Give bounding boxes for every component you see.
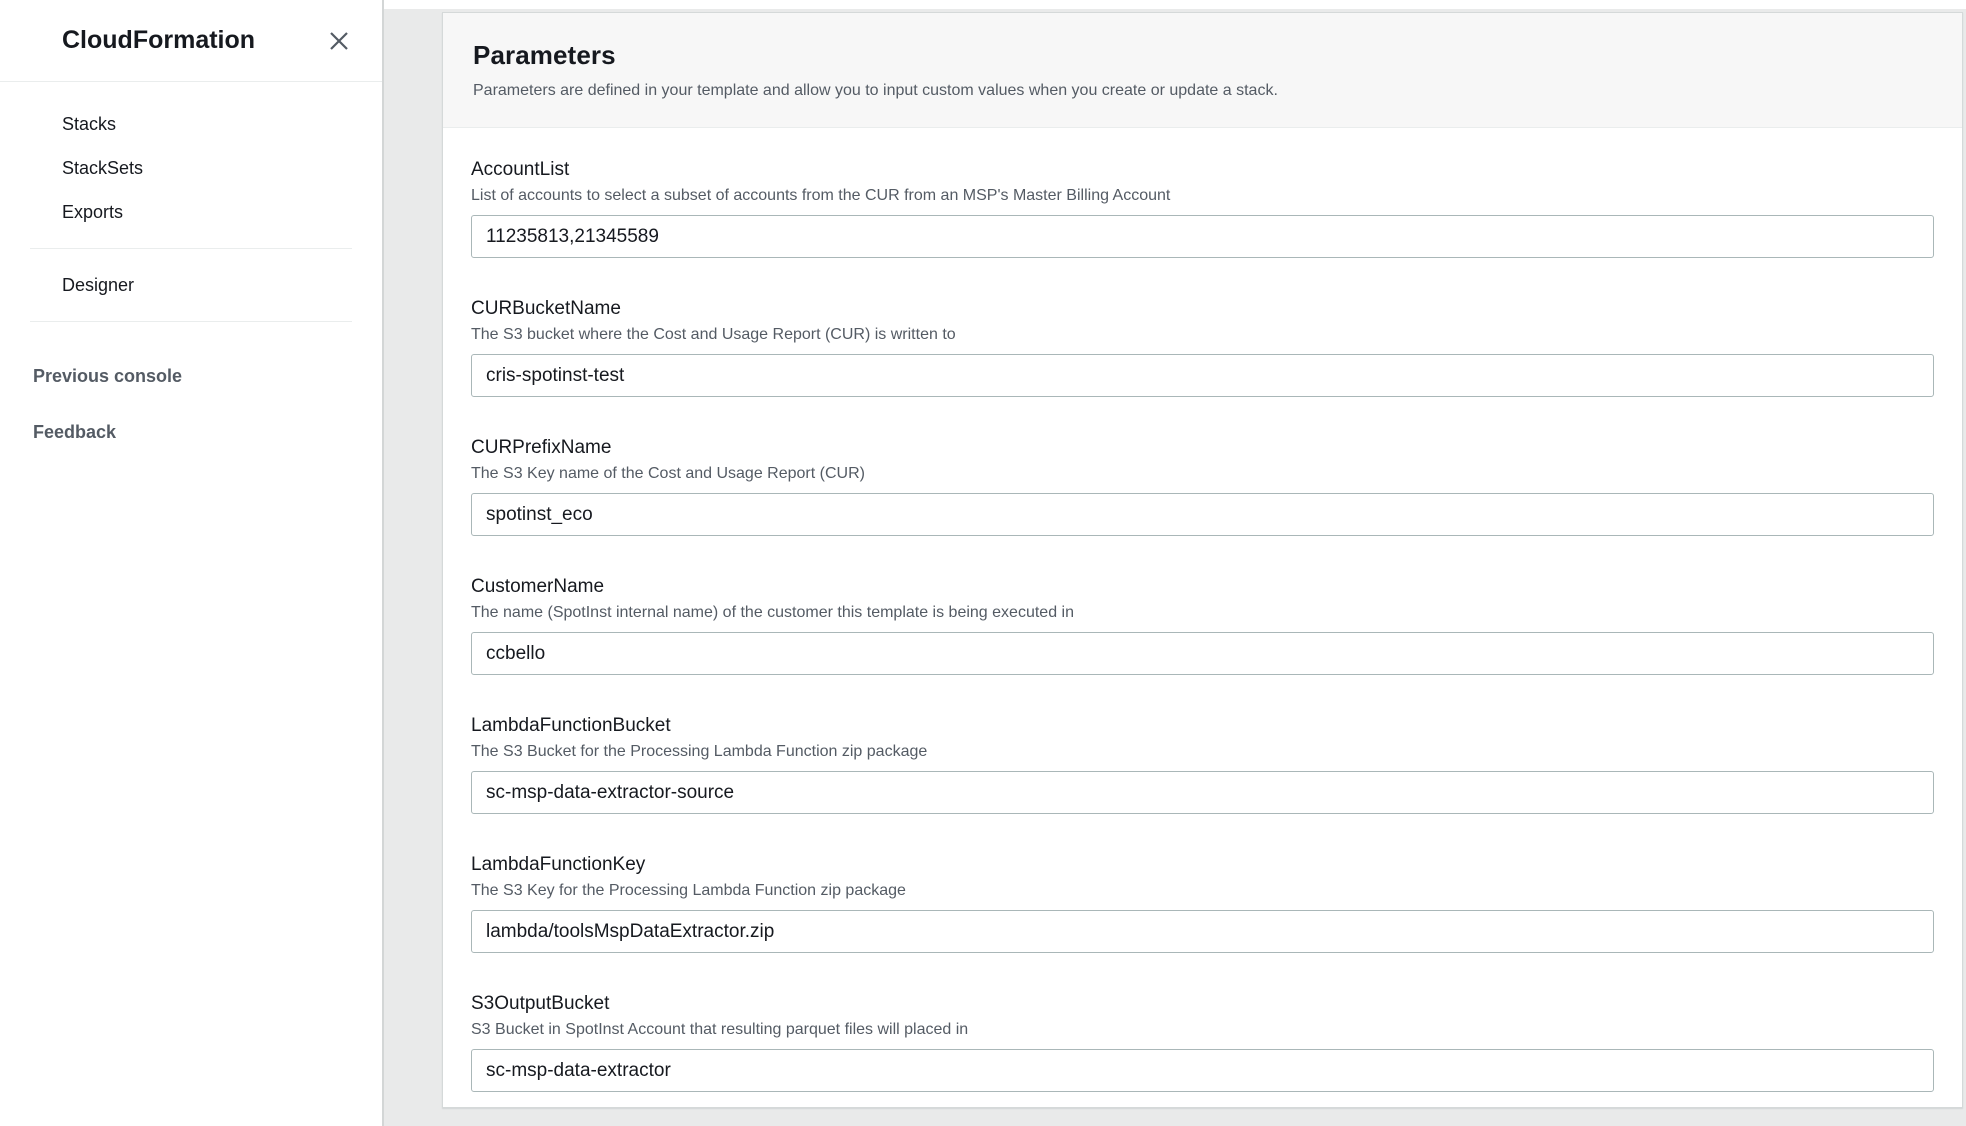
sidebar-item-exports[interactable]: Exports <box>62 202 124 222</box>
param-input-lambdafunctionkey[interactable] <box>471 910 1934 953</box>
param-description: The name (SpotInst internal name) of the customer this template is being executed in <box>471 604 1074 621</box>
param-input-curprefixname[interactable] <box>471 493 1934 536</box>
panel-body <box>443 128 1962 1112</box>
close-icon[interactable] <box>324 26 354 56</box>
panel-description: Parameters are defined in your template and allow you to input custom values when you create or update a stack. <box>473 82 1278 99</box>
sidebar-item-stacksets[interactable]: StackSets <box>62 158 144 178</box>
param-label-customername: CustomerName <box>471 576 605 597</box>
param-field <box>471 853 1934 953</box>
sidebar-item-stacks[interactable]: Stacks <box>62 114 117 134</box>
main-content <box>384 0 1966 1126</box>
sidebar-nav-secondary <box>0 263 382 307</box>
panel-title: Parameters <box>473 40 616 70</box>
param-description: The S3 Key for the Processing Lambda Function zip package <box>471 882 906 899</box>
param-label-curbucketname: CURBucketName <box>471 298 621 319</box>
sidebar-link-previous-console[interactable]: Previous console <box>33 366 183 386</box>
param-field <box>471 714 1934 814</box>
param-input-curbucketname[interactable] <box>471 354 1934 397</box>
param-description: The S3 Key name of the Cost and Usage Report (CUR) <box>471 465 865 482</box>
sidebar-nav-primary <box>0 102 382 234</box>
sidebar-footer-links <box>0 348 382 460</box>
sidebar-divider <box>30 321 352 322</box>
param-input-customername[interactable] <box>471 632 1934 675</box>
param-field <box>471 297 1934 397</box>
sidebar <box>0 0 384 1126</box>
param-input-s3outputbucket[interactable] <box>471 1049 1934 1092</box>
param-label-accountlist: AccountList <box>471 159 570 180</box>
panel-header <box>443 13 1962 128</box>
sidebar-header <box>0 0 382 82</box>
param-label-lambdafunctionbucket: LambdaFunctionBucket <box>471 715 671 736</box>
param-field <box>471 158 1934 258</box>
param-field <box>471 436 1934 536</box>
sidebar-title[interactable]: CloudFormation <box>62 26 256 54</box>
param-label-s3outputbucket: S3OutputBucket <box>471 993 610 1014</box>
param-description: List of accounts to select a subset of accounts from the CUR from an MSP's Master Billing Account <box>471 187 1171 204</box>
top-strip <box>384 0 1966 9</box>
parameters-panel <box>442 12 1963 1108</box>
param-field <box>471 992 1934 1092</box>
param-field <box>471 575 1934 675</box>
param-label-lambdafunctionkey: LambdaFunctionKey <box>471 854 646 875</box>
param-description: The S3 bucket where the Cost and Usage Report (CUR) is written to <box>471 326 956 343</box>
close-icon-glyph <box>327 29 351 53</box>
param-input-lambdafunctionbucket[interactable] <box>471 771 1934 814</box>
param-description: S3 Bucket in SpotInst Account that resulting parquet files will placed in <box>471 1021 969 1038</box>
sidebar-divider <box>30 248 352 249</box>
param-input-accountlist[interactable] <box>471 215 1934 258</box>
param-label-curprefixname: CURPrefixName <box>471 437 612 458</box>
sidebar-item-designer[interactable]: Designer <box>62 275 135 295</box>
param-description: The S3 Bucket for the Processing Lambda Function zip package <box>471 743 928 760</box>
sidebar-link-feedback[interactable]: Feedback <box>33 422 117 442</box>
